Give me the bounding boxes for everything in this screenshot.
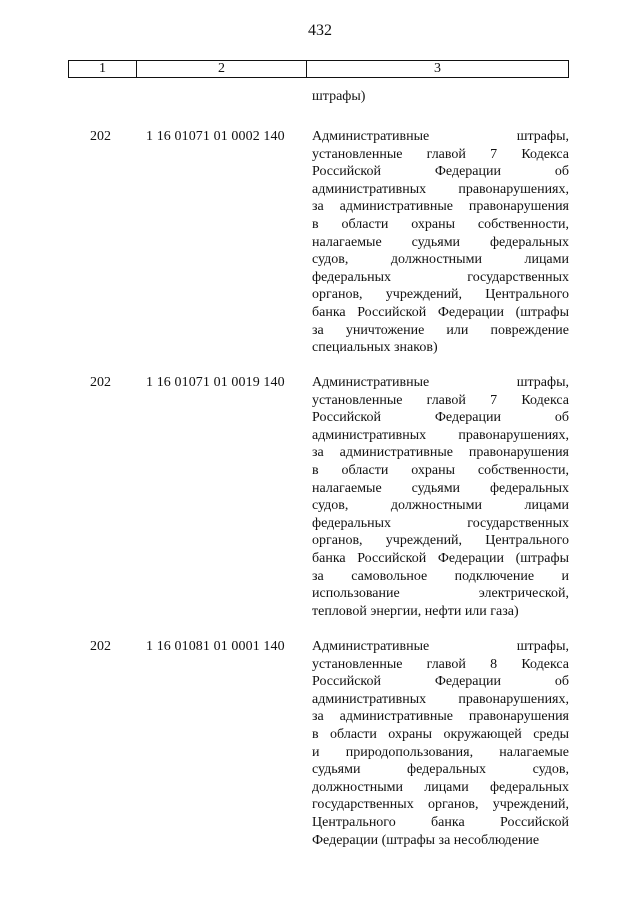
description-line: и природопользования, налагаемые	[312, 744, 569, 760]
description-line: Федерации (штрафы за несоблюдение	[312, 832, 540, 848]
description-line: судьями федеральных судов,	[312, 762, 569, 778]
column-header-2: 2	[137, 61, 307, 77]
description-line: федеральных государственных	[312, 515, 569, 531]
description-line: налагаемые судьями федеральных	[312, 234, 569, 250]
description-line: в области охраны собственности,	[312, 216, 569, 232]
description-line: банка Российской Федерации (штрафы	[312, 304, 569, 320]
page-number: 432	[308, 22, 332, 39]
administrator-code: 202	[90, 375, 111, 390]
column-header-3: 3	[434, 61, 441, 76]
description-line: установленные главой 8 Кодекса	[312, 656, 569, 672]
description-line: тепловой энергии, нефти или газа)	[312, 603, 519, 619]
description-line: судов, должностными лицами	[312, 498, 569, 514]
description-line: Российской Федерации об	[312, 674, 569, 690]
description-line: за административные правонарушения	[312, 445, 569, 461]
description-line: государственных органов, учреждений,	[312, 797, 569, 813]
description-line: органов, учреждений, Центрального	[312, 533, 569, 549]
column-header-row	[68, 60, 569, 78]
administrator-code: 202	[90, 129, 111, 144]
description-line: налагаемые судьями федеральных	[312, 480, 569, 496]
description-line: должностными лицами федеральных	[312, 779, 569, 795]
description-line: установленные главой 7 Кодекса	[312, 392, 569, 408]
description-line: федеральных государственных	[312, 269, 569, 285]
description-line: за административные правонарушения	[312, 199, 569, 215]
description-line: административных правонарушениях,	[312, 181, 569, 197]
administrator-code: 202	[90, 639, 111, 654]
description-line: специальных знаков)	[312, 340, 438, 356]
description-line: Административные штрафы,	[312, 639, 569, 654]
description-line: за административные правонарушения	[312, 709, 569, 725]
description-line: за уничтожение или повреждение	[312, 322, 569, 338]
description-line: судов, должностными лицами	[312, 252, 569, 268]
description-line: органов, учреждений, Центрального	[312, 287, 569, 303]
description-line: административных правонарушениях,	[312, 427, 569, 443]
description-line: Российской Федерации об	[312, 164, 569, 180]
budget-classification-code: 1 16 01071 01 0019 140	[146, 375, 285, 390]
budget-classification-code: 1 16 01081 01 0001 140	[146, 639, 285, 654]
description-line: в области охраны окружающей среды	[312, 726, 569, 742]
description-line: Административные штрафы,	[312, 375, 569, 390]
description-line: Российской Федерации об	[312, 410, 569, 426]
description-line: использование электрической,	[312, 586, 569, 602]
column-header-1: 1	[69, 61, 137, 77]
description-line: банка Российской Федерации (штрафы	[312, 550, 569, 566]
description-line: административных правонарушениях,	[312, 691, 569, 707]
budget-classification-code: 1 16 01071 01 0002 140	[146, 129, 285, 144]
description-line: установленные главой 7 Кодекса	[312, 146, 569, 162]
revenue-description	[312, 374, 569, 620]
revenue-description	[312, 638, 569, 849]
revenue-description	[312, 128, 569, 357]
description-line: Административные штрафы,	[312, 129, 569, 144]
continuation-text: штрафы)	[312, 89, 366, 104]
description-line: в области охраны собственности,	[312, 462, 569, 478]
description-line: за самовольное подключение и	[312, 568, 569, 584]
description-line: Центрального банка Российской	[312, 814, 569, 830]
